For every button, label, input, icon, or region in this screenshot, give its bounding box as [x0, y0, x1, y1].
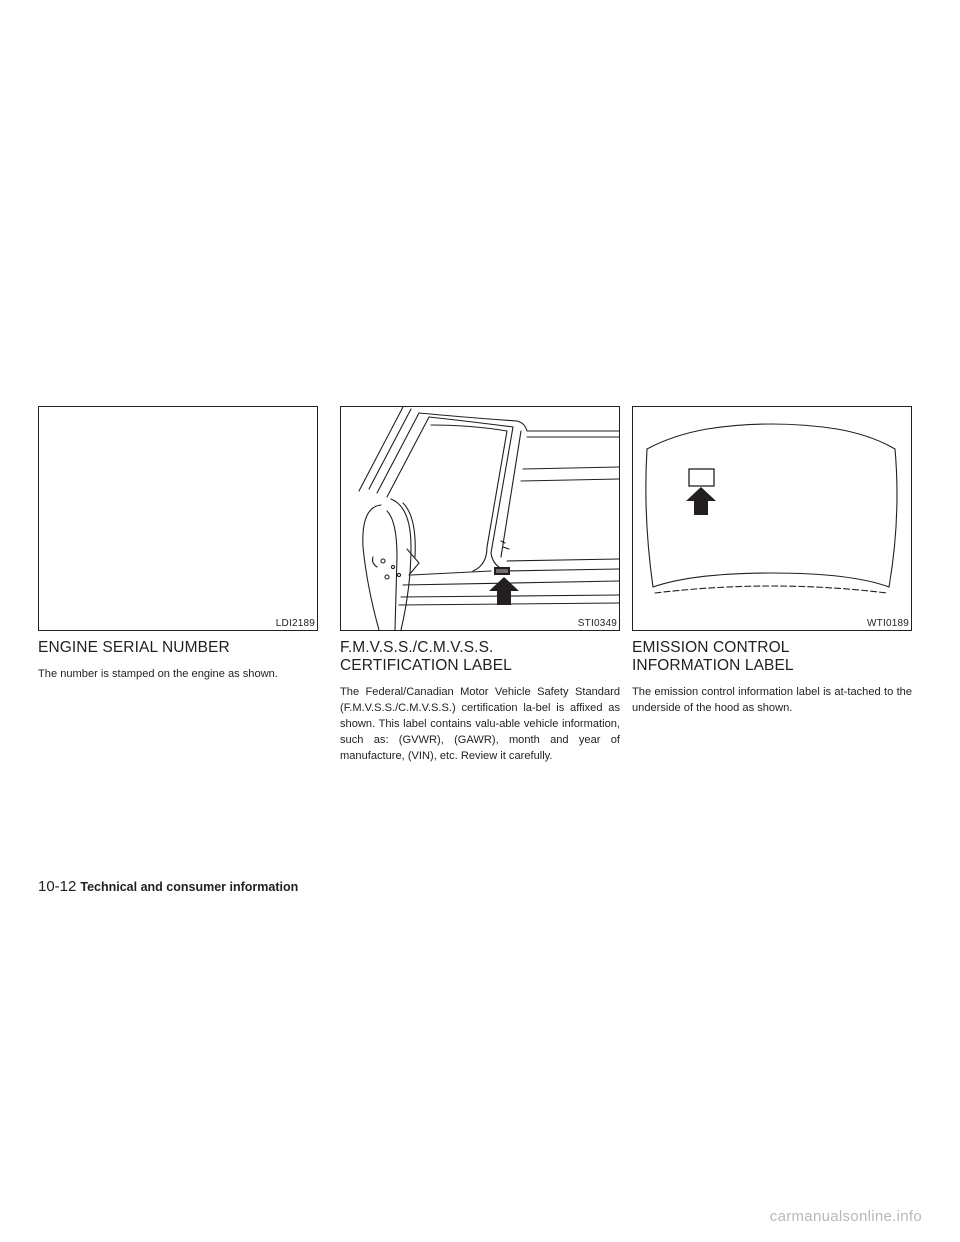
heading-line: EMISSION CONTROL: [632, 639, 790, 656]
section-body: The emission control information label is at-tached to the underside of the hood as shown.: [632, 686, 912, 714]
figure-code: LDI2189: [275, 618, 315, 629]
section-body: The Federal/Canadian Motor Vehicle Safety Standard (F.M.V.S.S./C.M.V.S.S.) certification la-bel is affixed as shown. This label contains valu-able vehicle information, such as: (GVWR), (GAWR), month and year of manufacture, (VIN), etc. Review it carefully.: [340, 686, 620, 762]
page-number: 10-12: [38, 878, 77, 895]
emission-label-marker: [689, 469, 714, 486]
section-body: The number is stamped on the engine as shown.: [38, 668, 278, 680]
section-engine-serial-number: [38, 406, 318, 682]
heading-line: INFORMATION LABEL: [632, 657, 794, 674]
engine-figure: [38, 406, 318, 631]
section-heading: [632, 639, 912, 675]
door-pillar-figure: [340, 406, 620, 631]
section-heading: [38, 639, 318, 657]
section-certification-label: [340, 406, 620, 764]
figure-code: STI0349: [577, 618, 617, 629]
hood-figure: [632, 406, 912, 631]
section-heading: [340, 639, 620, 675]
heading-line: CERTIFICATION LABEL: [340, 657, 512, 674]
section-title: Technical and consumer information: [80, 880, 299, 894]
door-pillar-illustration: [341, 407, 619, 630]
section-emission-control-label: [632, 406, 912, 716]
watermark: carmanualsonline.info: [769, 1208, 922, 1225]
arrow-icon: [686, 487, 716, 515]
heading-line: ENGINE SERIAL NUMBER: [38, 639, 230, 656]
figure-code: WTI0189: [867, 618, 909, 629]
heading-line: F.M.V.S.S./C.M.V.S.S.: [340, 639, 494, 656]
arrow-icon: [489, 577, 519, 605]
hood-illustration: [633, 407, 911, 630]
page-footer: [38, 877, 298, 896]
